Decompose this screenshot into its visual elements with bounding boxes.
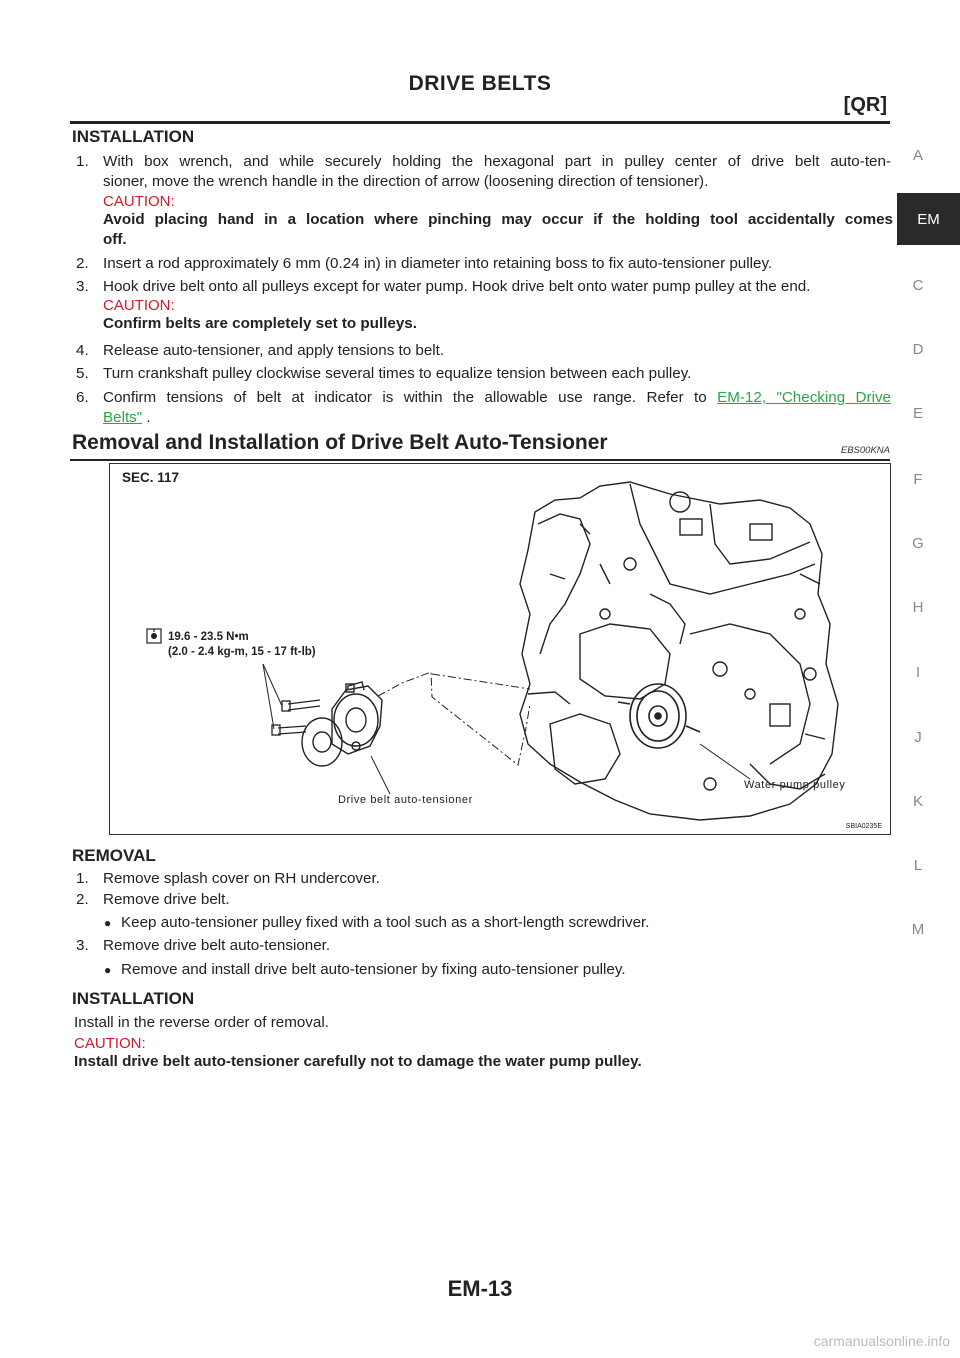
- index-h[interactable]: H: [912, 599, 924, 616]
- index-i[interactable]: I: [915, 664, 921, 681]
- index-g[interactable]: G: [912, 535, 924, 552]
- section-tag: [QR]: [843, 94, 887, 116]
- page-number: EM-13: [447, 1276, 513, 1301]
- label-drive-belt-auto-tensioner: Drive belt auto-tensioner: [338, 794, 473, 806]
- step-3: 3. Hook drive belt onto all pulleys except for water pump. Hook drive belt onto water pump pulley at the end.: [76, 278, 811, 295]
- index-d[interactable]: D: [912, 341, 924, 358]
- bullet-icon: ●: [104, 963, 112, 977]
- step-5: 5. Turn crankshaft pulley clockwise several times to equalize tension between each pulley.: [76, 365, 692, 382]
- step-number: 1.: [76, 153, 89, 170]
- figure-frame: [109, 463, 891, 835]
- figure-section-label: SEC. 117: [122, 470, 180, 485]
- auto-tensioner-drawing: [302, 682, 382, 766]
- installation-heading-2: INSTALLATION: [72, 989, 195, 1008]
- watermark: carmanualsonline.info: [813, 1333, 950, 1349]
- index-k[interactable]: K: [912, 793, 923, 810]
- caution-label: CAUTION:: [103, 193, 175, 210]
- section-code: EBS00KNA: [840, 445, 890, 456]
- installation-heading: INSTALLATION: [72, 127, 195, 146]
- water-pump-pulley-drawing: [618, 684, 700, 748]
- removal-heading: REMOVAL: [72, 846, 156, 865]
- bullet-icon: ●: [104, 916, 112, 930]
- index-m[interactable]: M: [911, 921, 925, 938]
- bolts-drawing: [272, 700, 320, 735]
- section-rule: [70, 459, 890, 461]
- removal-step-3: 3. Remove drive belt auto-tensioner.: [76, 937, 331, 954]
- engine-block-drawing: [520, 482, 838, 820]
- removal-step-2: 2. Remove drive belt.: [76, 891, 230, 908]
- step-4: 4. Release auto-tensioner, and apply tensions to belt.: [76, 342, 445, 359]
- caution-1: CAUTION: Avoid placing hand in a location where pinching may occur if the holding tool accidentally comes off.: [103, 193, 893, 248]
- header-rule: [70, 121, 890, 124]
- label-water-pump-pulley: Water pump pulley: [744, 779, 846, 791]
- caution-3: CAUTION: Install drive belt auto-tensioner carefully not to damage the water pump pulley.: [74, 1035, 642, 1070]
- index-e[interactable]: E: [912, 405, 923, 422]
- index-a[interactable]: A: [912, 147, 923, 164]
- torque-spec: 19.6 - 23.5 N•m (2.0 - 2.4 kg-m, 15 - 17 ft-lb): [168, 631, 316, 658]
- index-em-tab[interactable]: EM: [897, 193, 960, 245]
- index-l[interactable]: L: [913, 857, 923, 874]
- section-title: Removal and Installation of Drive Belt Auto-Tensioner: [72, 431, 608, 454]
- page-title: DRIVE BELTS: [408, 72, 552, 95]
- removal-bullet-1: ● Keep auto-tensioner pulley fixed with a tool such as a short-length screwdriver.: [104, 914, 650, 931]
- removal-bullet-2: ● Remove and install drive belt auto-tensioner by fixing auto-tensioner pulley.: [104, 961, 626, 978]
- leader-lines: [263, 664, 750, 794]
- figure-id: SBIA0235E: [845, 823, 882, 830]
- alignment-line-2: [432, 674, 530, 689]
- step-1: 1. With box wrench, and while securely holding the hexagonal part in pulley center of drive belt auto-ten- sioner, move the wrench handle in the direction of arrow (loosening direction of tensioner).: [76, 153, 891, 190]
- step-6: 6. Confirm tensions of belt at indicator is within the allowable use range. Refer to EM-12, "Checking Drive Belts" .: [76, 389, 891, 426]
- torque-wrench-icon: [147, 629, 161, 643]
- index-f[interactable]: F: [913, 471, 923, 488]
- step-2: 2. Insert a rod approximately 6 mm (0.24 in) in diameter into retaining boss to fix auto-tensioner pulley.: [76, 255, 773, 272]
- removal-step-1: 1. Remove splash cover on RH undercover.: [76, 870, 380, 887]
- installation-text: Install in the reverse order of removal.: [74, 1014, 329, 1031]
- caution-2: CAUTION: Confirm belts are completely set to pulleys.: [103, 297, 417, 332]
- index-c[interactable]: C: [912, 277, 924, 294]
- link-checking-drive-belts-cont[interactable]: Belts": [103, 409, 143, 426]
- link-checking-drive-belts[interactable]: EM-12, "Checking Drive: [717, 389, 891, 406]
- index-j[interactable]: J: [914, 729, 922, 746]
